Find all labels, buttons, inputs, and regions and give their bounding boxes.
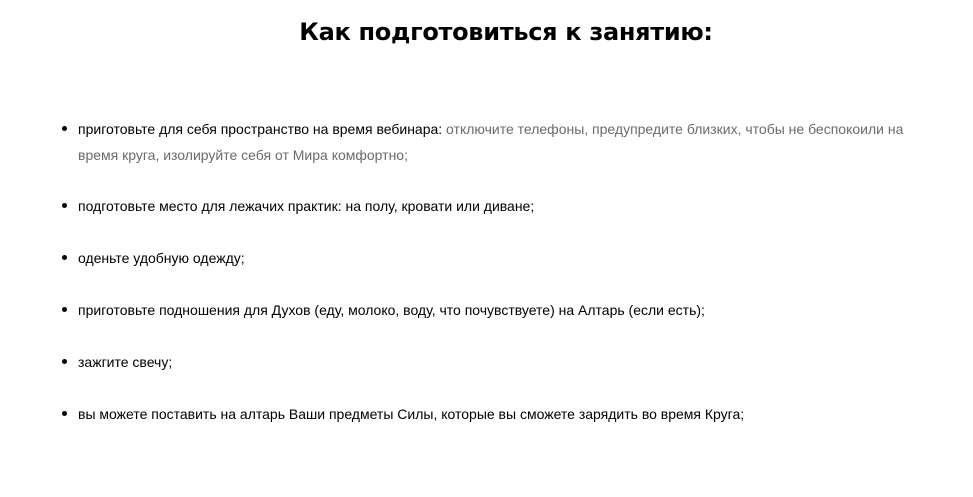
list-item-text: вы можете поставить на алтарь Ваши предметы Силы, которые вы сможете зарядить во время Круга; — [78, 406, 745, 422]
list-item-text — [78, 116, 928, 168]
page-title: Как подготовиться к занятию: — [299, 18, 713, 46]
list-item-text: подготовьте место для лежачих практик: на полу, кровати или диване; — [78, 198, 535, 214]
bullet-icon — [62, 411, 67, 416]
bullet-icon — [62, 203, 67, 208]
bullet-icon — [62, 359, 67, 364]
list-item-main: приготовьте для себя пространство на время вебинара: — [78, 121, 443, 137]
list-item-detail: отключите телефоны, предупредите близких, чтобы не беспокоили на время круга, изолируйте себя от Мира комфортно; — [78, 121, 904, 163]
list-item-text: зажгите свечу; — [78, 354, 173, 370]
list-item-text: оденьте удобную одежду; — [78, 250, 245, 266]
list-item-text: приготовьте подношения для Духов (еду, молоко, воду, что почувствуете) на Алтарь (если есть); — [78, 302, 705, 318]
bullet-icon — [62, 255, 67, 260]
bullet-icon — [62, 126, 67, 131]
bullet-icon — [62, 307, 67, 312]
